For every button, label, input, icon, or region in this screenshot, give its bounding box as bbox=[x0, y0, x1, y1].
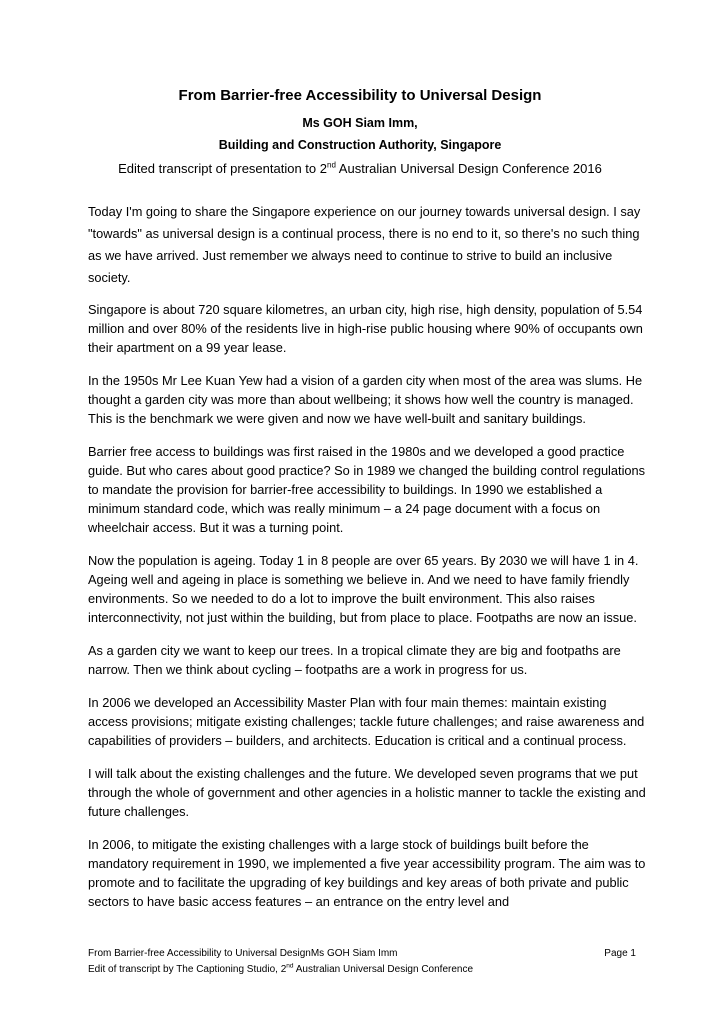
page-number: Page 1 bbox=[604, 948, 636, 959]
footer-running-title: From Barrier-free Accessibility to Universal DesignMs GOH Siam Imm bbox=[88, 948, 398, 959]
paragraph: In 2006, to mitigate the existing challenges with a large stock of buildings built before the mandatory requirement in 1990, we implemented a five year accessibility program. The aim was to promote and to facilitate the upgrading of key buildings and key areas of both private and public sectors to have basic access features – an entrance on the entry level and bbox=[88, 837, 646, 909]
footer-credit bbox=[88, 962, 636, 978]
footer-credit-text-end: Australian Universal Design Conference bbox=[293, 964, 474, 975]
paragraph: Barrier free access to buildings was first raised in the 1980s and we developed a good practice guide. But who cares about good practice? So in 1989 we changed the building control regulations to mandate the provision for barrier-free accessibility to buildings. In 1990 we established a minimum standard code, which was really minimum – a 24 page document with a focus on wheelchair access. But it was a turning point. bbox=[88, 444, 646, 535]
author-name: Ms GOH Siam Imm, bbox=[302, 116, 418, 130]
footer-credit-text: Edit of transcript by The Captioning Studio, 2 bbox=[88, 964, 287, 975]
paragraph: Today I'm going to share the Singapore experience on our journey towards universal design. I say "towards" as universal design is a continual process, there is no end to it, so there's no such thing as we have arrived. Just remember we always need to continue to strive to build an inclusive society. bbox=[88, 204, 641, 285]
paragraph: Now the population is ageing. Today 1 in 8 people are over 65 years. By 2030 we will have 1 in 4. Ageing well and ageing in place is something we believe in. And we need to have family friendly environments. So we needed to do a lot to improve the built environment. This also raises interconnectivity, not just within the building, but from place to place. Footpaths are now an issue. bbox=[88, 553, 639, 625]
subtitle-text: Edited transcript of presentation to 2 bbox=[118, 161, 327, 176]
author-organization: Building and Construction Authority, Singapore bbox=[218, 138, 502, 152]
subtitle-text-end: Australian Universal Design Conference 2016 bbox=[335, 161, 602, 176]
document-subtitle bbox=[0, 159, 720, 179]
document-title: From Barrier-free Accessibility to Universal Design bbox=[178, 87, 542, 104]
paragraph: In 2006 we developed an Accessibility Master Plan with four main themes: maintain existing access provisions; mitigate existing challenges; tackle future challenges; and raise awareness and capabilities of providers – builders, and architects. Education is critical and a continual process. bbox=[88, 695, 645, 748]
page-footer bbox=[88, 946, 636, 978]
body-text bbox=[88, 201, 648, 925]
paragraph: As a garden city we want to keep our trees. In a tropical climate they are big and footpaths are narrow. Then we think about cycling – footpaths are a work in progress for us. bbox=[88, 643, 621, 677]
paragraph: In the 1950s Mr Lee Kuan Yew had a vision of a garden city when most of the area was slums. He thought a garden city was more than about wellbeing; it shows how well the country is managed. This is the benchmark we were given and now we have well-built and sanitary buildings. bbox=[88, 373, 643, 426]
footer-top-row bbox=[88, 946, 636, 962]
subtitle-ordinal: nd bbox=[327, 160, 336, 170]
paragraph: Singapore is about 720 square kilometres, an urban city, high rise, high density, population of 5.54 million and over 80% of the residents live in high-rise public housing where 90% of occupants own their apartment on a 99 year lease. bbox=[88, 302, 643, 355]
paragraph: I will talk about the existing challenges and the future. We developed seven programs that we put through the whole of government and other agencies in a holistic manner to tackle the existing and future challenges. bbox=[88, 766, 646, 819]
footer-credit-ordinal: nd bbox=[286, 962, 294, 970]
